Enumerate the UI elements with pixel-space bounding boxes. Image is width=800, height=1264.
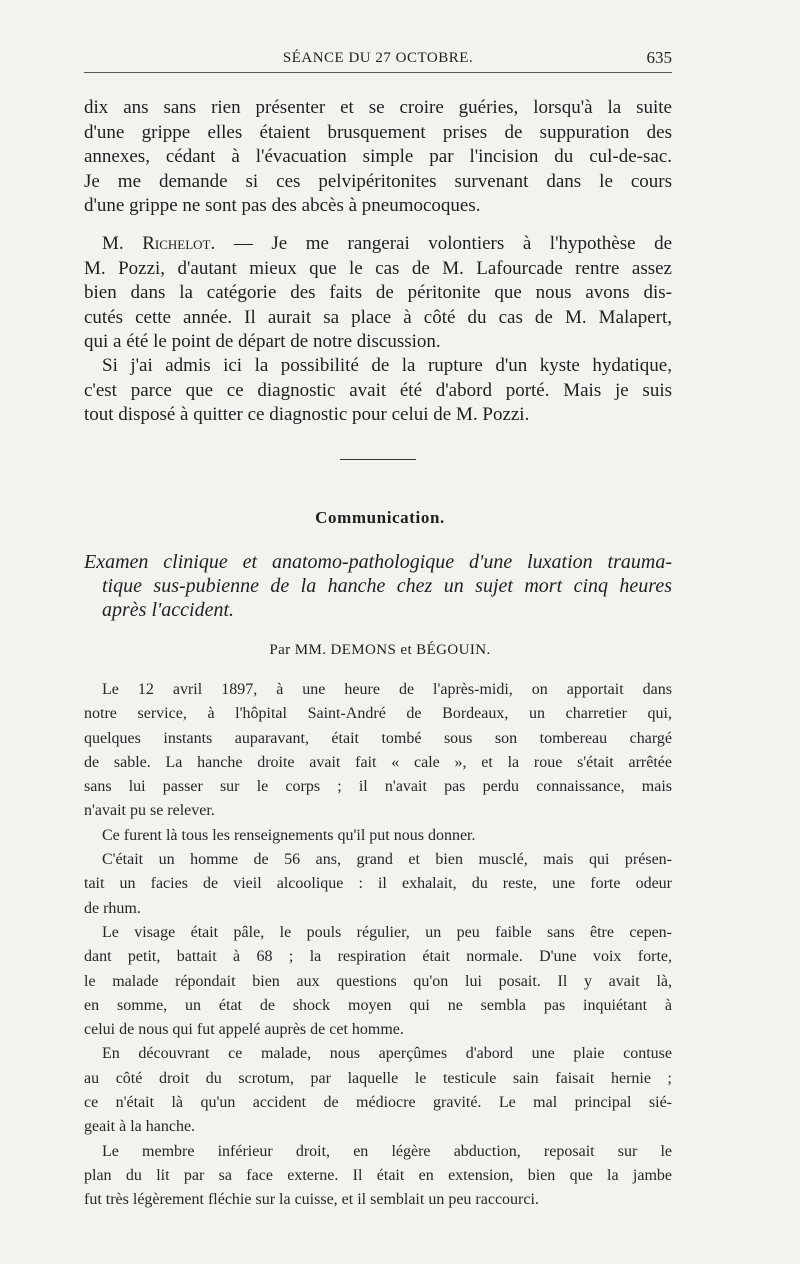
text-line: sans lui passer sur le corps ; il n'avait pas perdu connaissance, mais xyxy=(84,778,672,796)
text-line: cutés cette année. Il aurait sa place à côté du cas de M. Malapert, xyxy=(84,306,672,328)
text-line: bien dans la catégorie des faits de péritonite que nous avons dis- xyxy=(84,282,672,303)
speaker-name: Richelot. xyxy=(142,233,216,254)
text-line: n'avait pu se relever. xyxy=(84,802,215,820)
section-heading: Communication. xyxy=(315,508,445,527)
text-line: Ce furent là tous les renseignements qu'il put nous donner. xyxy=(102,826,476,844)
text-line: C'était un homme de 56 ans, grand et bien musclé, mais qui présen- xyxy=(102,851,672,869)
text-line: tait un facies de vieil alcoolique : il exhalait, du reste, une forte odeur xyxy=(84,875,672,893)
text-line: de sable. La hanche droite avait fait « cale », et la roue s'était arrêtée xyxy=(84,753,672,771)
text-line: fut très légèrement fléchie sur la cuisse, et il semblait un peu raccourci. xyxy=(84,1191,539,1209)
text-line: En découvrant ce malade, nous aperçûmes d'abord une plaie contuse xyxy=(102,1045,672,1063)
text-line: Je me demande si ces pelvipéritonites survenant dans le cours xyxy=(84,170,672,192)
text-line: le malade répondait bien aux questions qu'on lui posait. Il y avait là, xyxy=(84,972,672,990)
text-line: plan du lit par sa face externe. Il était en extension, bien que la jambe xyxy=(84,1166,672,1184)
text-line: de rhum. xyxy=(84,899,141,917)
running-title: SÉANCE DU 27 OCTOBRE. xyxy=(282,50,474,66)
article-title xyxy=(84,550,672,622)
speaker-text: — Je me rangerai volontiers à l'hypothèse de xyxy=(233,233,673,254)
text-line: geait à la hanche. xyxy=(84,1118,196,1136)
text-line: d'une grippe elles étaient brusquement prises de suppuration des xyxy=(84,121,672,143)
paragraph-hydatique xyxy=(84,354,672,428)
text-line: M. Pozzi, d'autant mieux que le cas de M. Lafourcade rentre assez xyxy=(84,257,672,279)
text-line: tout disposé à quitter ce diagnostic pour celui de M. Pozzi. xyxy=(84,404,530,425)
text-line: qui a été le point de départ de notre discussion. xyxy=(84,331,441,352)
text-line: au côté droit du scrotum, par laquelle le testicule sain faisait hernie ; xyxy=(84,1069,672,1087)
text-line: en somme, un état de shock moyen qui ne sembla pas inquiétant à xyxy=(84,996,672,1014)
article-body xyxy=(84,678,672,1213)
title-line: tique sus-pubienne de la hanche chez un sujet mort cinq heures xyxy=(102,575,672,597)
text-line: dix ans sans rien présenter et se croire guéries, lorsqu'à la suite xyxy=(84,97,672,118)
article-authors: Par MM. DEMONS et BÉGOUIN. xyxy=(269,642,491,658)
text-line-speaker xyxy=(84,232,672,257)
section-divider xyxy=(340,459,416,460)
paragraph-continuation xyxy=(84,96,672,219)
text-line: d'une grippe ne sont pas des abcès à pneumocoques. xyxy=(84,195,481,216)
speaker-prefix: M. xyxy=(102,233,124,254)
text-line: celui de nous qui fut appelé auprès de cet homme. xyxy=(84,1021,404,1039)
text-line: c'est parce que ce diagnostic avait été d'abord porté. Mais je suis xyxy=(84,379,672,401)
text-line: annexes, cédant à l'évacuation simple par l'incision du cul-de-sac. xyxy=(84,146,672,167)
text-line: Le membre inférieur droit, en légère abduction, reposait sur le xyxy=(102,1142,672,1160)
text-line: quelques instants auparavant, était tombé sous son tombereau chargé xyxy=(84,729,672,747)
page-number: 635 xyxy=(646,48,672,67)
text-line: ce n'était là qu'un accident de médiocre gravité. Le mal principal sié- xyxy=(84,1094,672,1112)
text-line: Le visage était pâle, le pouls régulier, un peu faible sans être cepen- xyxy=(102,923,672,941)
text-line: dant petit, battait à 68 ; la respiration était normale. D'une voix forte, xyxy=(84,948,672,966)
text-line: Si j'ai admis ici la possibilité de la rupture d'un kyste hydatique, xyxy=(102,355,672,376)
text-line: Le 12 avril 1897, à une heure de l'après-midi, on apportait dans xyxy=(102,681,672,698)
paragraph-richelot xyxy=(84,232,672,355)
text-line: notre service, à l'hôpital Saint-André de Bordeaux, un charretier qui, xyxy=(84,705,672,723)
running-head xyxy=(84,46,672,73)
title-line: Examen clinique et anatomo-pathologique d'une luxation trauma- xyxy=(84,551,672,573)
title-line: après l'accident. xyxy=(102,599,235,621)
